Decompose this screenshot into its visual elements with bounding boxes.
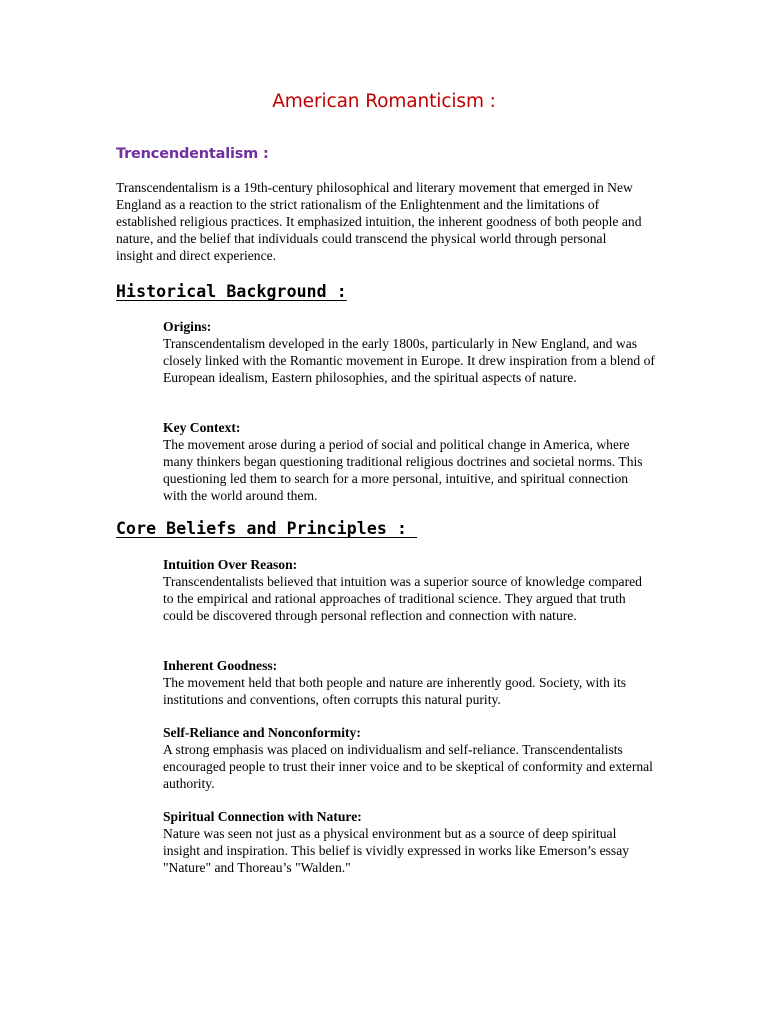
self-reliance-item <box>163 725 655 793</box>
self-reliance-label: Self-Reliance and Nonconformity: <box>163 725 361 740</box>
nature-connection-label: Spiritual Connection with Nature: <box>163 809 362 824</box>
core-beliefs-heading: Core Beliefs and Principles : <box>116 519 418 538</box>
nature-connection-text: Nature was seen not just as a physical environment but as a source of deep spiritual insight and inspiration. This belief is vividly expressed in works like Emerson’s essay "Nature" and Thoreau’s "Walden." <box>163 825 630 875</box>
inherent-goodness-text: The movement held that both people and nature are inherently good. Society, with its institutions and conventions, often corrupts this natural purity. <box>163 674 627 707</box>
intuition-item <box>163 557 655 625</box>
document-title: American Romanticism : <box>272 91 496 112</box>
document-subtitle: Trencendentalism : <box>116 146 269 162</box>
key-context-label: Key Context: <box>163 420 241 435</box>
nature-connection-item <box>163 809 655 877</box>
intuition-text: Transcendentalists believed that intuition was a superior source of knowledge compared to the empirical and rational approaches of traditional science. They argued that truth could be discovered through personal reflection and connection with nature. <box>163 573 642 623</box>
intuition-label: Intuition Over Reason: <box>163 557 298 572</box>
key-context-item <box>163 420 655 505</box>
origins-text: Transcendentalism developed in the early 1800s, particularly in New England, and was closely linked with the Romantic movement in Europe. It drew inspiration from a blend of European idealism, Eastern philosophies, and the spiritual aspects of nature. <box>163 335 655 385</box>
key-context-text: The movement arose during a period of social and political change in America, where many thinkers began questioning traditional religious doctrines and societal norms. This questioning led them to search for a more personal, intuitive, and spiritual connection with the world around them. <box>163 436 643 503</box>
intro-paragraph: Transcendentalism is a 19th-century philosophical and literary movement that emerged in New England as a reaction to the strict rationalism of the Enlightenment and the limitations of established religious practices. It emphasized intuition, the inherent goodness of both people and nature, and the belief that individuals could transcend the physical world through personal insight and direct experience. <box>116 180 642 263</box>
inherent-goodness-item <box>163 658 655 709</box>
self-reliance-text: A strong emphasis was placed on individualism and self-reliance. Transcendentalists encouraged people to trust their inner voice and to be skeptical of conformity and external authority. <box>163 741 653 791</box>
origins-label: Origins: <box>163 319 212 334</box>
historical-background-heading: Historical Background : <box>116 282 347 301</box>
origins-item <box>163 319 655 387</box>
inherent-goodness-label: Inherent Goodness: <box>163 658 278 673</box>
